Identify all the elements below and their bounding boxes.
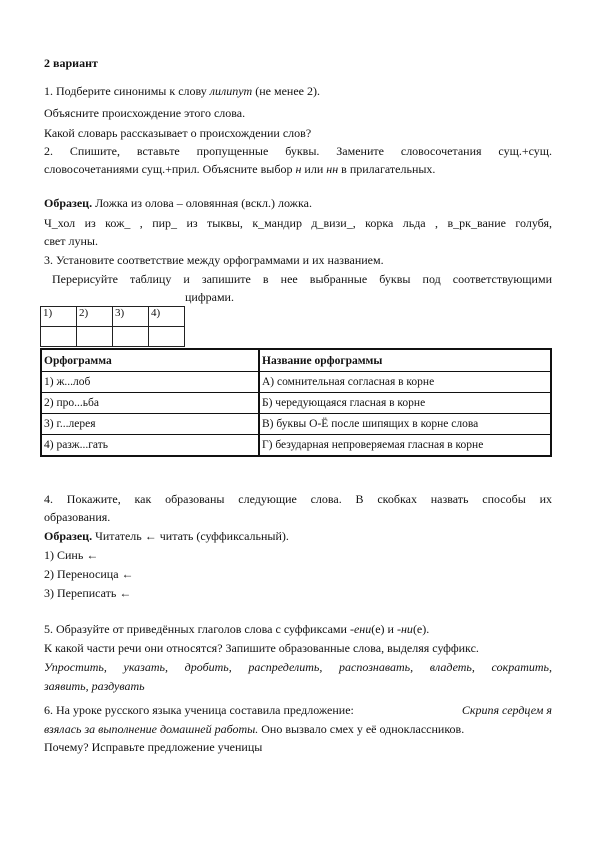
header-orthogram: Орфограмма [41,349,259,372]
suffix-ni: -ни [396,622,413,636]
grid-header-4: 4) [149,307,185,327]
grid-header-3: 3) [113,307,149,327]
grid-header-2: 2) [77,307,113,327]
task2-text-post: в прилагательных. [338,162,436,176]
task1-line2: Объясните происхождение этого слова. [44,106,246,120]
sample-text: Читатель ← читать (суффиксальный). [92,529,289,543]
task1-word: лилипут [209,84,253,98]
task3-line2: Перерисуйте таблицу и запишите в нее выбранные буквы под соответствующими [52,272,552,286]
task5-text-post: (е). [412,622,430,636]
task6-line3: Почему? Исправьте предложение ученицы [44,740,263,754]
table-row [41,372,551,393]
grid-cell [77,327,113,347]
task5-verbs-line2: заявить, раздувать [44,679,145,693]
task6-quote-part1: Скрипя сердцем я [461,703,552,717]
task2-line2 [44,162,435,176]
table-cell: А) сомнительная согласная в корне [259,372,551,393]
orthogram-table [40,348,552,457]
task4-line2: образования. [44,510,111,524]
task2-words-line1: Ч_хол из кож_ , пир_ из тыквы, к_мандир д_визи_, корка льда , в_рк_вание голубя, [44,216,552,230]
task2-text-mid: или [301,162,327,176]
table-cell: Б) чередующаяся гласная в корне [259,393,551,414]
task2-text: словосочетаниями сущ.+прил. Объясните выбор [44,162,296,176]
task2-n2: нн [326,162,339,176]
task4-item-3: 3) Переписать ← [44,586,132,600]
header-orthogram-name: Название орфограммы [259,349,551,372]
table-header-row [41,349,551,372]
task6-text: 6. На уроке русского языка ученица составила предложение: [44,703,354,717]
grid-cell [149,327,185,347]
task2-sample [44,196,312,210]
sample-text: Ложка из олова – оловянная (вскл.) ложка. [92,196,312,210]
task1-text: 1. Подберите синонимы к слову [44,84,210,98]
task2-n1: н [295,162,302,176]
grid-header-1: 1) [41,307,77,327]
task4-sample [44,529,289,543]
task6-line2 [44,722,464,736]
task6-line1 [44,703,552,717]
task4-item-1: 1) Синь ← [44,548,99,562]
task3-line1: 3. Установите соответствие между орфограммами и их названием. [44,253,384,267]
task6-text-post: Оно вызвало смех у её одноклассников. [258,722,465,736]
table-cell: Г) безударная непроверяемая гласная в корне [259,435,551,457]
task5-line1 [44,622,429,636]
task1-line1 [44,84,320,98]
task2-line1: 2. Спишите, вставьте пропущенные буквы. Замените словосочетания сущ.+сущ. [44,144,552,158]
task2-words-line2: свет луны. [44,234,98,248]
task1-line3: Какой словарь рассказывает о происхождении слов? [44,126,312,140]
table-cell: В) буквы О-Ё после шипящих в корне слова [259,414,551,435]
task6-quote-part2: взялась за выполнение домашней работы. [44,722,259,736]
table-row [41,414,551,435]
table-cell: 3) г...лерея [41,414,259,435]
task5-verbs-line1: Упростить, указать, дробить, распределить, распознавать, владеть, сократить, [44,660,552,674]
task4-line1: 4. Покажите, как образованы следующие слова. В скобках назвать способы их [44,492,552,506]
task5-text-mid: (е) и [371,622,397,636]
suffix-eni: -ени [349,622,372,636]
grid-cell [41,327,77,347]
grid-cell [113,327,149,347]
table-cell: 2) про...ьба [41,393,259,414]
task3-line3: цифрами. [185,290,234,304]
sample-label: Образец. [44,529,93,543]
sample-label: Образец. [44,196,93,210]
table-cell: 4) разж...гать [41,435,259,457]
task4-item-2: 2) Переносица ← [44,567,134,581]
answer-grid [40,306,185,347]
variant-heading: 2 вариант [44,56,98,70]
table-row [41,393,551,414]
task5-text: 5. Образуйте от приведённых глаголов слова с суффиксами [44,622,350,636]
table-cell: 1) ж...лоб [41,372,259,393]
task1-text-post: (не менее 2). [252,84,320,98]
task5-line2: К какой части речи они относятся? Запишите образованные слова, выделяя суффикс. [44,641,479,655]
table-row [41,435,551,457]
